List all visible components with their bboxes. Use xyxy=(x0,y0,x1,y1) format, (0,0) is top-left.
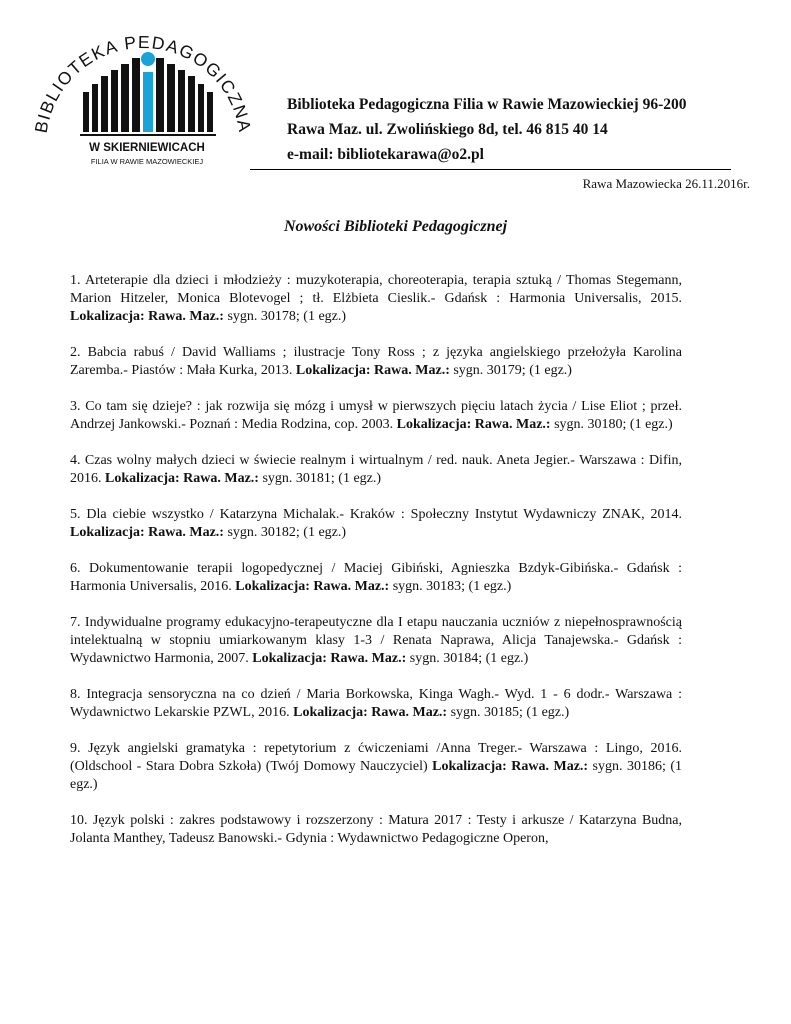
list-item xyxy=(70,740,682,794)
entry-location: Lokalizacja: Rawa. Maz.: xyxy=(105,471,259,486)
entry-location: Lokalizacja: Rawa. Maz.: xyxy=(293,705,448,720)
entry-signature: sygn. 30182; (1 egz.) xyxy=(223,525,347,540)
entry-signature: sygn. 30181; (1 egz.) xyxy=(258,471,382,486)
entry-text: 6. Dokumentowanie terapii logopedycznej / Maciej Gibiński, Agnieszka Bzdyk-Gibińska.- Gdańsk : Harmonia Universalis, 2016. xyxy=(70,561,682,594)
book-spine xyxy=(121,64,129,132)
header-divider xyxy=(250,169,731,170)
entry-location: Lokalizacja: Rawa. Maz.: xyxy=(235,579,390,594)
entry-location: Lokalizacja: Rawa. Maz.: xyxy=(252,651,407,666)
list-item xyxy=(70,560,682,596)
header-address xyxy=(287,92,747,167)
list-item xyxy=(70,506,682,542)
book-spine xyxy=(92,84,98,132)
header-line-2: Rawa Maz. ul. Zwolińskiego 8d, tel. 46 815 40 14 xyxy=(287,121,608,138)
document-date: Rawa Mazowiecka 26.11.2016r. xyxy=(582,176,750,191)
entry-signature: sygn. 30185; (1 egz.) xyxy=(447,705,570,720)
header-line-1: Biblioteka Pedagogiczna Filia w Rawie Mazowieckiej 96-200 xyxy=(287,96,687,113)
library-logo xyxy=(28,20,258,170)
entry-signature: sygn. 30184; (1 egz.) xyxy=(406,651,529,666)
entry-location: Lokalizacja: Rawa. Maz.: xyxy=(70,309,224,324)
book-spine xyxy=(178,70,185,132)
book-spine xyxy=(156,58,164,132)
book-spine xyxy=(101,76,108,132)
book-spine xyxy=(167,64,175,132)
entry-location: Lokalizacja: Rawa. Maz.: xyxy=(295,363,450,378)
entry-signature: sygn. 30178; (1 egz.) xyxy=(223,309,347,324)
logo-arc-text: BIBLIOTEKA PEDAGOGICZNA xyxy=(30,31,256,135)
entry-signature: sygn. 30179; (1 egz.) xyxy=(449,363,572,378)
page-title: Nowości Biblioteki Pedagogicznej xyxy=(283,218,508,235)
list-item xyxy=(70,272,682,326)
entry-text: 1. Arteterapie dla dzieci i młodzieży : muzykoterapia, choreoterapia, terapia sztuką / Thomas Stegemann, Marion Hitzeler, Monica Blotevogel ; tł. Elżbieta Cieslik.- Gdańsk : Harmonia Universalis, 2015. xyxy=(70,273,682,306)
entry-text: 7. Indywidualne programy edukacyjno-terapeutyczne dla I etapu nauczania uczniów z niepełnosprawnością intelektualną w stopniu umiarkowanym klasy 1-3 / Renata Naprawa, Alicja Tanajewska.- Gdańsk : Wydawnictwo Harmonia, 2007. xyxy=(70,615,682,666)
entry-signature: sygn. 30180; (1 egz.) xyxy=(550,417,673,432)
entry-text: 5. Dla ciebie wszystko / Katarzyna Michalak.- Kraków : Społeczny Instytut Wydawniczy ZNAK, 2014. xyxy=(70,507,682,522)
accent-dot xyxy=(141,52,155,66)
book-spine xyxy=(188,76,195,132)
list-item xyxy=(70,452,682,488)
logo-city: W SKIERNIEWICACH xyxy=(89,142,205,154)
entry-text: 3. Co tam się dzieje? : jak rozwija się mózg i umysł w pierwszych pięciu latach życia / Lise Eliot ; przeł. Andrzej Jankowski.- Poznań : Media Rodzina, cop. 2003. xyxy=(70,399,682,432)
book-spine xyxy=(132,58,140,132)
entry-text: 2. Babcia rabuś / David Walliams ; ilustracje Tony Ross ; z języka angielskiego przełożyła Karolina Zaremba.- Piastów : Mała Kurka, 2013. xyxy=(70,345,682,378)
entry-location: Lokalizacja: Rawa. Maz.: xyxy=(396,417,551,432)
header-line-3: e-mail: bibliotekarawa@o2.pl xyxy=(287,146,484,163)
entry-text: 8. Integracja sensoryczna na co dzień / Maria Borkowska, Kinga Wagh.- Wyd. 1 - 6 dodr.- Warszawa : Wydawnictwo Lekarskie PZWL, 2016. xyxy=(70,687,682,720)
list-item xyxy=(70,398,682,434)
entry-location: Lokalizacja: Rawa. Maz.: xyxy=(432,759,589,774)
list-item xyxy=(70,614,682,668)
entry-signature: sygn. 30186; (1 egz.) xyxy=(70,759,682,792)
list-item xyxy=(70,686,682,722)
list-item xyxy=(70,812,682,848)
entry-signature: sygn. 30183; (1 egz.) xyxy=(389,579,512,594)
book-spine xyxy=(198,84,204,132)
shelf-line xyxy=(80,134,216,136)
new-books-list xyxy=(70,272,682,866)
book-spine xyxy=(111,70,118,132)
entry-text: 4. Czas wolny małych dzieci w świecie realnym i wirtualnym / red. nauk. Aneta Jegier.- Warszawa : Difin, 2016. xyxy=(70,453,682,486)
logo-branch: FILIA W RAWIE MAZOWIECKIEJ xyxy=(90,157,204,166)
list-item xyxy=(70,344,682,380)
book-spine xyxy=(207,92,213,132)
entry-location: Lokalizacja: Rawa. Maz.: xyxy=(70,525,224,540)
entry-text: 9. Język angielski gramatyka : repetytorium z ćwiczeniami /Anna Treger.- Warszawa : Lingo, 2016. (Oldschool - Stara Dobra Szkoła) (Twój Domowy Nauczyciel) xyxy=(70,741,682,774)
accent-book-spine xyxy=(143,72,153,132)
book-spine xyxy=(83,92,89,132)
entry-text: 10. Język polski : zakres podstawowy i rozszerzony : Matura 2017 : Testy i arkusze / Katarzyna Budna, Jolanta Manthey, Tadeusz Banowski.- Gdynia : Wydawnictwo Pedagogiczne Operon, xyxy=(70,813,682,846)
